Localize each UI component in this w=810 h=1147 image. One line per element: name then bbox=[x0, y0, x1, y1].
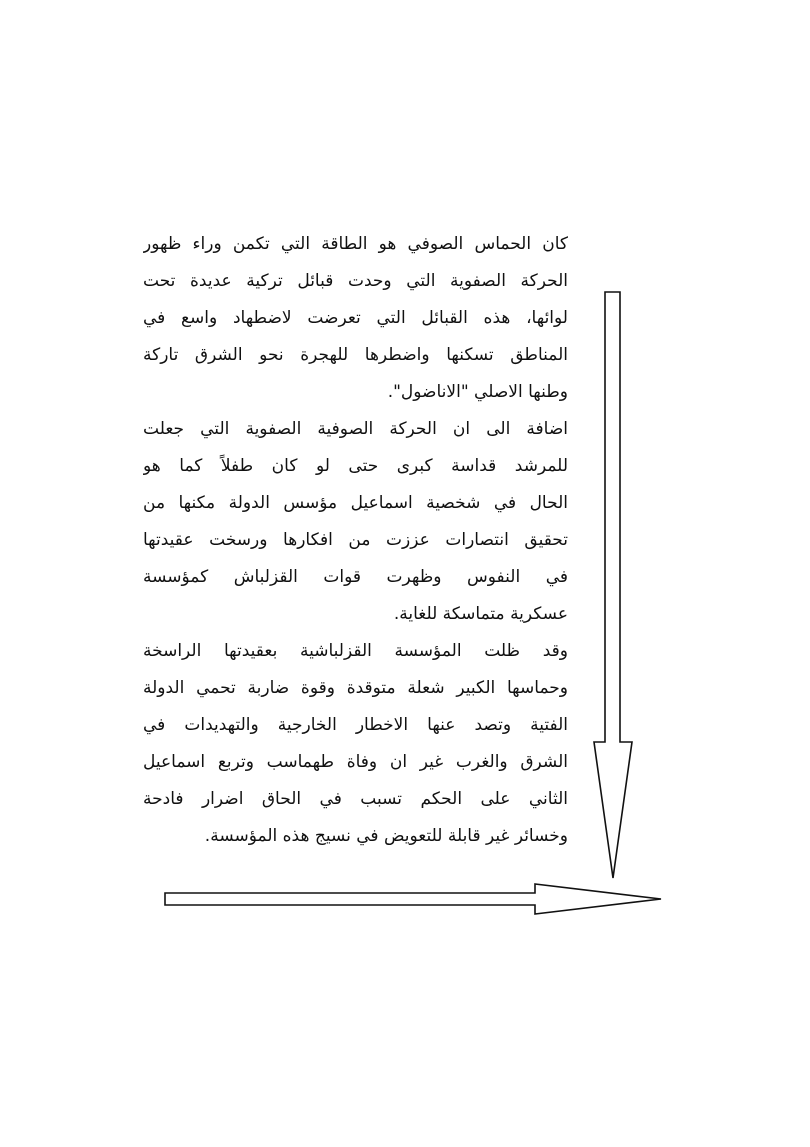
text-line: الشرق والغرب غير ان وفاة طهماسب وتربع اسماعيل bbox=[143, 752, 568, 772]
text-line: كان الحماس الصوفي هو الطاقة التي تكمن وراء ظهور bbox=[143, 234, 568, 254]
text-line: تحقيق انتصارات عززت من افكارها ورسخت عقيدتها bbox=[143, 530, 568, 550]
text-line: للمرشد قداسة كبرى حتى لو كان طفلاً كما هو bbox=[143, 456, 568, 476]
text-line: وقد ظلت المؤسسة القزلباشية بعقيدتها الراسخة bbox=[143, 641, 568, 661]
text-line: لوائها، هذه القبائل التي تعرضت لاضطهاد واسع في bbox=[143, 308, 568, 328]
text-line: وخسائر غير قابلة للتعويض في نسيج هذه المؤسسة. bbox=[204, 826, 568, 846]
text-line: الثاني على الحكم تسبب في الحاق اضرار فادحة bbox=[143, 789, 568, 809]
text-line: وطنها الاصلي "الاناضول". bbox=[387, 382, 568, 402]
text-line: الحركة الصفوية التي وحدت قبائل تركية عديدة تحت bbox=[143, 271, 568, 291]
text-line: وحماسها الكبير شعلة متوقدة وقوة ضاربة تحمي الدولة bbox=[143, 678, 568, 698]
body-text bbox=[143, 226, 568, 855]
text-line: اضافة الى ان الحركة الصوفية الصفوية التي جعلت bbox=[143, 419, 568, 439]
text-line: المناطق تسكنها واضطرها للهجرة نحو الشرق تاركة bbox=[143, 345, 568, 365]
text-line: الفتية وتصد عنها الاخطار الخارجية والتهديدات في bbox=[143, 715, 568, 735]
down-arrow-icon bbox=[594, 292, 632, 878]
right-arrow-icon bbox=[165, 884, 661, 914]
text-line: في النفوس وظهرت قوات القزلباش كمؤسسة bbox=[143, 567, 568, 587]
text-line: الحال في شخصية اسماعيل مؤسس الدولة مكنها من bbox=[143, 493, 568, 513]
text-line: عسكرية متماسكة للغاية. bbox=[393, 604, 568, 624]
